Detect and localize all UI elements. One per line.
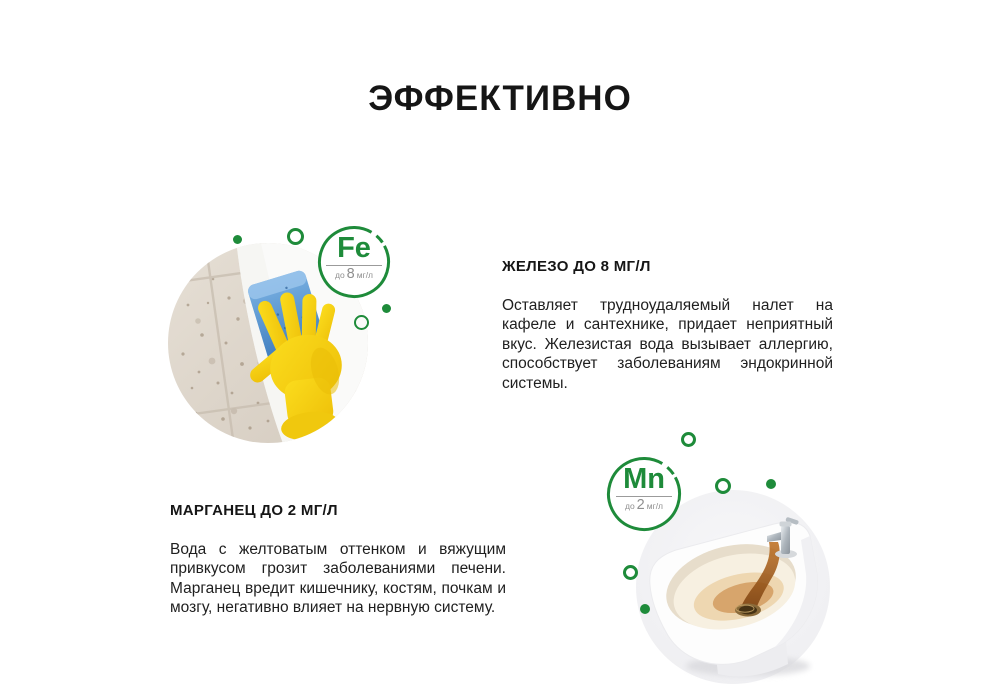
fe-limit-value: 8	[346, 266, 355, 282]
iron-body: Оставляет трудноудаляемый налет на кафеле и сантехнике, придает неприятный вкус. Железистая вода вызывает аллергию, способствует заболеваниям эндокринной системы.	[502, 297, 833, 392]
green-dot-icon	[640, 604, 650, 614]
mn-limit-prefix: до	[624, 501, 635, 511]
mn-limit-value: 2	[636, 497, 645, 513]
iron-section-text	[502, 259, 833, 393]
manganese-section-text	[170, 503, 506, 618]
manganese-heading: МАРГАНЕЦ ДО 2 МГ/Л	[170, 502, 338, 519]
page-title: ЭФФЕКТИВНО	[368, 79, 632, 118]
iron-heading: ЖЕЛЕЗО ДО 8 МГ/Л	[502, 258, 651, 275]
mn-badge	[606, 456, 682, 532]
mn-symbol: Mn	[623, 463, 665, 495]
green-dot-icon	[766, 479, 776, 489]
green-dot-icon	[382, 304, 391, 313]
fe-badge-limit	[335, 268, 373, 281]
green-ring-icon	[287, 228, 304, 245]
green-ring-icon	[623, 565, 638, 580]
green-ring-icon	[715, 478, 731, 494]
green-ring-icon	[681, 432, 696, 447]
fe-badge	[317, 225, 391, 299]
fe-limit-prefix: до	[334, 270, 345, 280]
mn-badge-limit	[625, 499, 663, 512]
green-ring-icon	[354, 315, 369, 330]
fe-symbol: Fe	[337, 232, 371, 264]
mn-limit-unit: мг/л	[646, 501, 664, 511]
manganese-body: Вода с желтоватым оттенком и вяжущим привкусом грозит заболеваниями печени. Марганец вредит кишечнику, костям, почкам и мозгу, негативно влияет на нервную систему.	[170, 541, 506, 617]
fe-limit-unit: мг/л	[356, 270, 374, 280]
green-dot-icon	[233, 235, 242, 244]
